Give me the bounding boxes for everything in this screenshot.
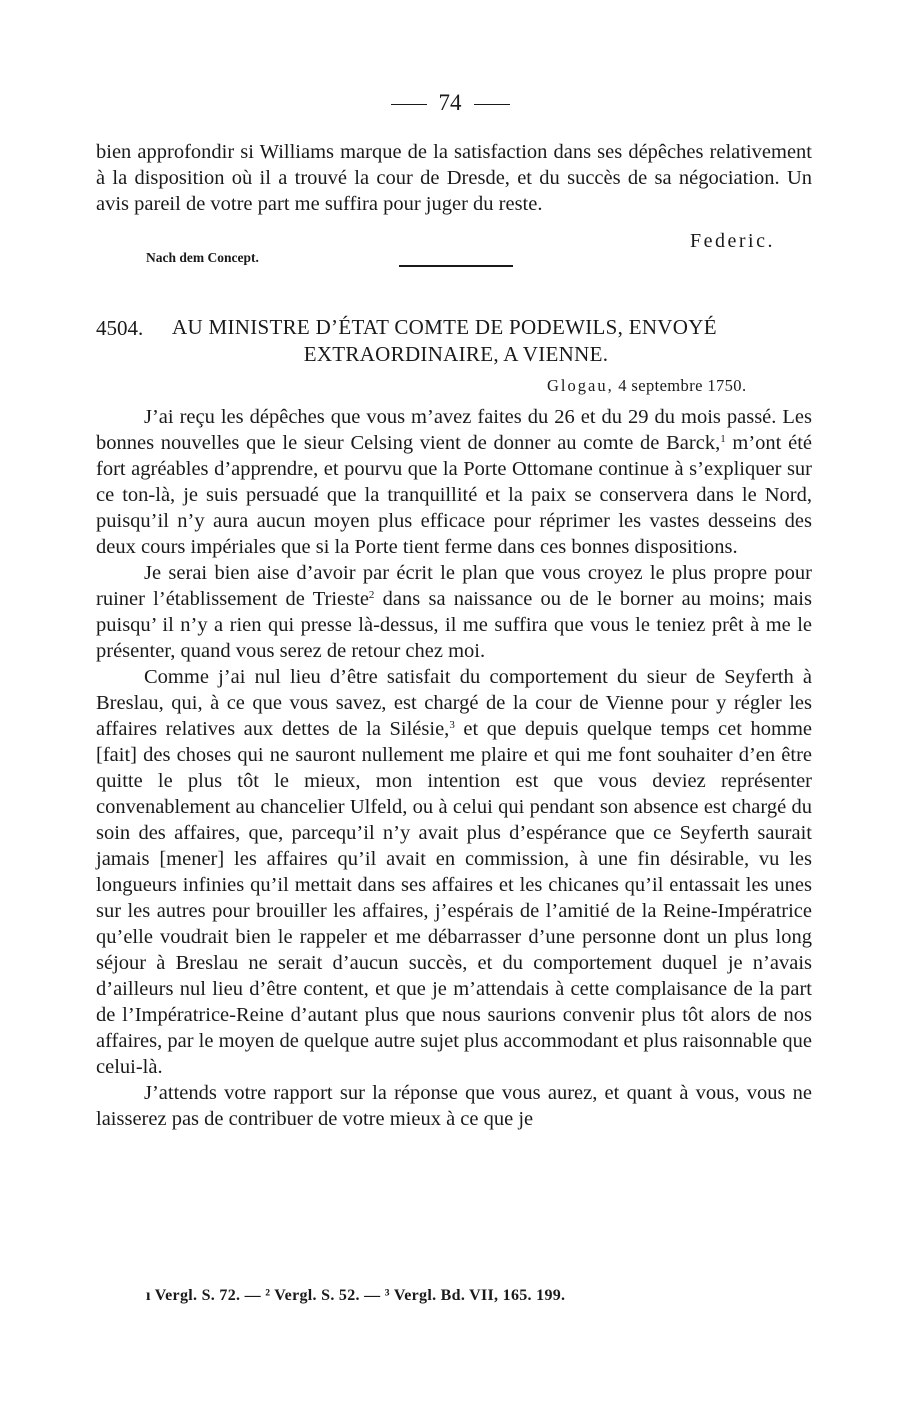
- section-divider: [399, 265, 513, 267]
- page-number: [0, 88, 900, 118]
- letter-paragraph-3: Comme j’ai nul lieu d’être satisfait du comportement du sieur de Seyferth à Breslau, qui, à ce que vous savez, est chargé de la cour de Vienne pour y régler les affaires relatives aux dettes de la Silésie,$^3$ et que depuis quelque temps cet homme [fait] des choses qui ne sauront nullement me plaire et qui me font souhaiter d’en être quitte le plus tôt le mieux, mon intention est que vous deviez représenter convenablement au chancelier Ulfeld, ou à celui qui pendant son absence est chargé du soin des affaires, que, parcequ’il n’y avait plus d’espérance que ce Seyferth saurait jamais [mener] les affaires qu’il avait en commission, à une fin désirable, vu les longueurs infinies qu’il mettait dans ses affaires et les chicanes qu’il entassait les unes sur les autres pour brouiller les affaires, j’espérais de l’amitié de la Reine-Impératrice qu’elle voudrait bien le rappeler et me débarrasser d’une personne dont un plus long séjour à Breslau ne serait d’aucun succès, et du comportement duquel je n’avais d’ailleurs nul lieu d’être content, et que je m’attendais à cette complaisance de la part de l’Impératrice-Reine d’autant plus que nous saurions convenir plus tôt alors de nos affaires, par le moyen de quelque autre sujet plus accommodant et plus raisonnable que celui-là.: [96, 666, 812, 1078]
- source-note: Nach dem Concept.: [146, 250, 259, 265]
- page-number-value: 74: [438, 90, 462, 115]
- document-heading: [96, 314, 816, 368]
- dateline: [547, 376, 746, 396]
- signature: Federic.: [690, 230, 775, 252]
- continuation-text-block: [96, 139, 812, 217]
- letter-paragraph-2: Je serai bien aise d’avoir par écrit le plan que vous croyez le plus propre pour ruiner l’établissement de Trieste$^2$ dans sa naissance ou de le borner au moins; mais puisqu’ il n’y a rien qui presse là-dessus, il me suffira que vous le teniez prêt à me le présenter, quand vous serez de retour chez moi.: [96, 562, 812, 662]
- page-number-dash-left: [391, 104, 427, 105]
- dateline-place: Glogau,: [547, 376, 614, 395]
- document-title-line-2: EXTRAORDINAIRE, A VIENNE.: [303, 342, 609, 366]
- footnote-ref-1: 1: [720, 433, 726, 445]
- footnote-ref-2: 2: [368, 589, 375, 601]
- footnotes: ı Vergl. S. 72. — ² Vergl. S. 52. — ³ Vergl. Bd. VII, 165. 199.: [146, 1287, 566, 1304]
- letter-paragraph-4: J’attends votre rapport sur la réponse que vous aurez, et quant à vous, vous ne laisserez pas de contribuer de votre mieux à ce que je: [96, 1082, 812, 1130]
- document-number: 4504.: [96, 316, 144, 340]
- letter-body: [96, 404, 812, 1132]
- continuation-paragraph: bien approfondir si Williams marque de la satisfaction dans ses dépêches relativement à la disposition où il a trouvé la cour de Dresde, et du succès de sa négociation. Un avis pareil de votre part me suffira pour juger du reste.: [96, 141, 812, 215]
- footnote-ref-3: 3: [449, 719, 455, 731]
- document-title-line-1: AU MINISTRE D’ÉTAT COMTE DE PODEWILS, ENVOYÉ: [172, 315, 717, 339]
- page-number-dash-right: [474, 104, 510, 105]
- letter-paragraph-1: J’ai reçu les dépêches que vous m’avez faites du 26 et du 29 du mois passé. Les bonnes nouvelles que le sieur Celsing vient de donner au comte de Barck,$^1$ m’ont été fort agréables d’apprendre, et pourvu que la Porte Ottomane continue à s’expliquer sur ce ton-là, je suis persuadé que la tranquillité et la paix se conservera dans le Nord, puisqu’il n’y aura aucun moyen plus efficace pour réprimer les vastes desseins des deux cours impériales que si la Porte tient ferme dans ces bonnes dispositions.: [96, 406, 812, 558]
- dateline-date: 4 septembre 1750.: [618, 376, 747, 395]
